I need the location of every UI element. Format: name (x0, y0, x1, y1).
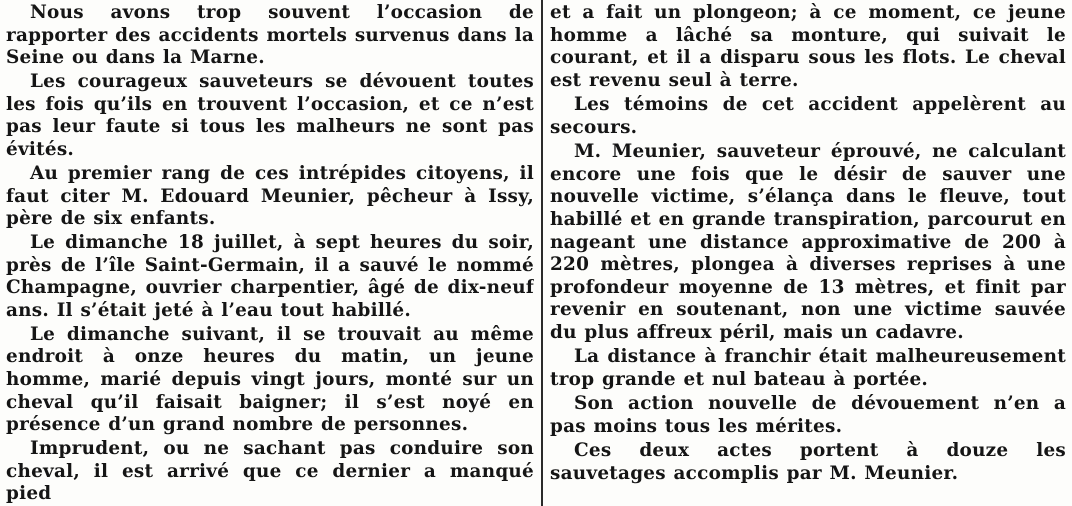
paragraph-rescuers: Les courageux sauveteurs se dévouent toutes les fois qu’ils en trouvent l’occasion, et ce n’est pas leur faute si tous les malheurs ne sont pas évités. (6, 71, 534, 160)
paragraph-distance: La distance à franchir était malheureusement trop grande et nul bateau à portée. (550, 346, 1066, 390)
right-column (550, 2, 1066, 506)
paragraph-total-rescues: Ces deux actes portent à douze les sauvetages accomplis par M. Meunier. (550, 440, 1066, 484)
paragraph-meunier-intro: Au premier rang de ces intrépides citoyens, il faut citer M. Edouard Meunier, pêcheur à Issy, père de six enfants. (6, 162, 534, 230)
paragraph-horse-continued: et a fait un plongeon; à ce moment, ce jeune homme a lâché sa monture, qui suivait le courant, et il a disparu sous les flots. Le cheval est revenu seul à terre. (550, 2, 1066, 91)
paragraph-witnesses: Les témoins de cet accident appelèrent au secours. (550, 94, 1066, 138)
paragraph-horse-start: Imprudent, ou ne sachant pas conduire son cheval, il est arrivé que ce dernier a manqué pied (6, 438, 534, 505)
paragraph-second-attempt: M. Meunier, sauveteur éprouvé, ne calculant encore une fois que le désir de sauver une nouvelle victime, s’élança dans le fleuve, tout habillé et en grande transpiration, parcourut en nageant une distance approximative de 200 à 220 mètres, plongea à diverses reprises à une profondeur moyenne de 13 mètres, et finit par revenir en soutenant, non une victime sauvée du plus affreux péril, mais un cadavre. (550, 141, 1066, 343)
column-divider (541, 0, 543, 506)
paragraph-drowning: Le dimanche suivant, il se trouvait au même endroit à onze heures du matin, un jeune homme, marié depuis vingt jours, monté sur un cheval qu’il faisait baigner; il s’est noyé en présence d’un grand nombre de personnes. (6, 323, 534, 436)
paragraph-merit: Son action nouvelle de dévouement n’en a pas moins tous les mérites. (550, 393, 1066, 437)
paragraph-first-rescue: Le dimanche 18 juillet, à sept heures du soir, près de l’île Saint-Germain, il a sauvé le nommé Champagne, ouvrier charpentier, âgé de dix-neuf ans. Il s’était jeté à l’eau tout habillé. (6, 232, 534, 321)
left-column (6, 2, 534, 506)
paragraph-intro: Nous avons trop souvent l’occasion de rapporter des accidents mortels survenus dans la Seine ou dans la Marne. (6, 2, 534, 69)
